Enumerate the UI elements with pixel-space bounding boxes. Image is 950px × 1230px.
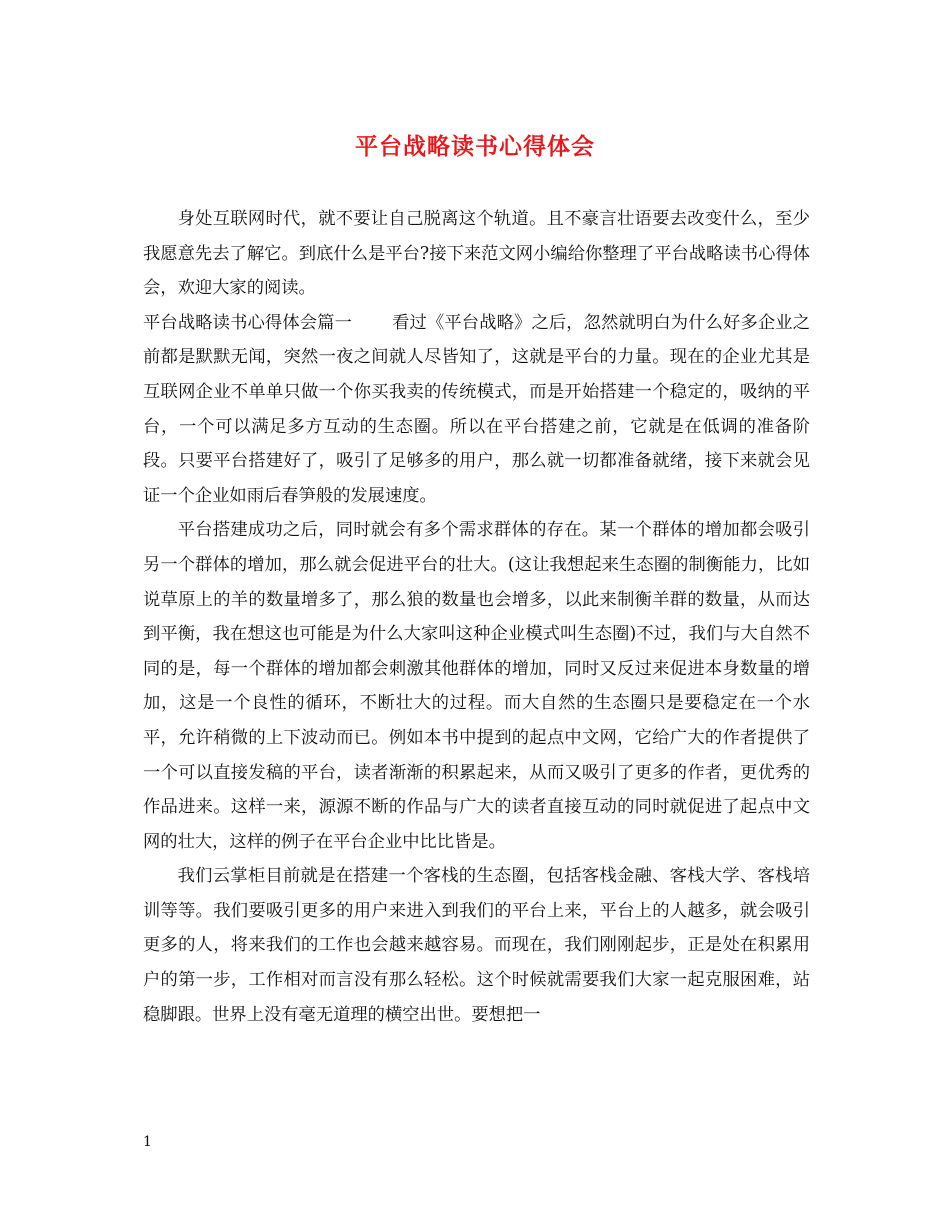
body-paragraph-3: 平台搭建成功之后，同时就会有多个需求群体的存在。某一个群体的增加都会吸引另一个群体的增加，那么就会促进平台的壮大。(这让我想起来生态圈的制衡能力，比如说草原上的羊的数量增多了，那么狼的数量也会增多，以此来制衡羊群的数量，从而达到平衡，我在想这也可能是为什么大家叫这种企业模式叫生态圈)不过，我们与大自然不同的是，每一个群体的增加都会刺激其他群体的增加，同时又反过来促进本身数量的增加，这是一个良性的循环，不断壮大的过程。而大自然的生态圈只是要稳定在一个水平，允许稍微的上下波动而已。例如本书中提到的起点中文网，它给广大的作者提供了一个可以直接发稿的平台，读者渐渐的积累起来，从而又吸引了更多的作者，更优秀的作品进来。这样一来，源源不断的作品与广大的读者直接互动的同时就促进了起点中文网的壮大，这样的例子在平台企业中比比皆是。	[143, 520, 810, 852]
intro-paragraph: 身处互联网时代，就不要让自己脱离这个轨道。且不豪言壮语要去改变什么，至少我愿意先去了解它。到底什么是平台?接下来范文网小编给你整理了平台战略读书心得体会，欢迎大家的阅读。	[143, 209, 810, 299]
page-number: 1	[143, 1134, 152, 1150]
body-paragraph-4: 我们云掌柜目前就是在搭建一个客栈的生态圈，包括客栈金融、客栈大学、客栈培训等等。我们要吸引更多的用户来进入到我们的平台上来，平台上的人越多，就会吸引更多的人，将来我们的工作也会越来越容易。而现在，我们刚刚起步，正是处在积累用户的第一步，工作相对而言没有那么轻松。这个时候就需要我们大家一起克服困难，站稳脚跟。世界上没有毫无道理的横空出世。要想把一	[143, 866, 810, 1025]
section-1-heading: 平台战略读书心得体会篇一	[143, 312, 352, 333]
document-title: 平台战略读书心得体会	[355, 133, 595, 160]
section-1-text: 看过《平台战略》之后，忽然就明白为什么好多企业之前都是默默无闻，突然一夜之间就人尽皆知了，这就是平台的力量。现在的企业尤其是互联网企业不单单只做一个你买我卖的传统模式，而是开始搭建一个稳定的，吸纳的平台，一个可以满足多方互动的生态圈。所以在平台搭建之前，它就是在低调的准备阶段。只要平台搭建好了，吸引了足够多的用户，那么就一切都准备就绪，接下来就会见证一个企业如雨后春笋般的发展速度。	[143, 312, 810, 506]
section-1-paragraph	[143, 306, 810, 514]
document-body	[143, 202, 810, 1032]
